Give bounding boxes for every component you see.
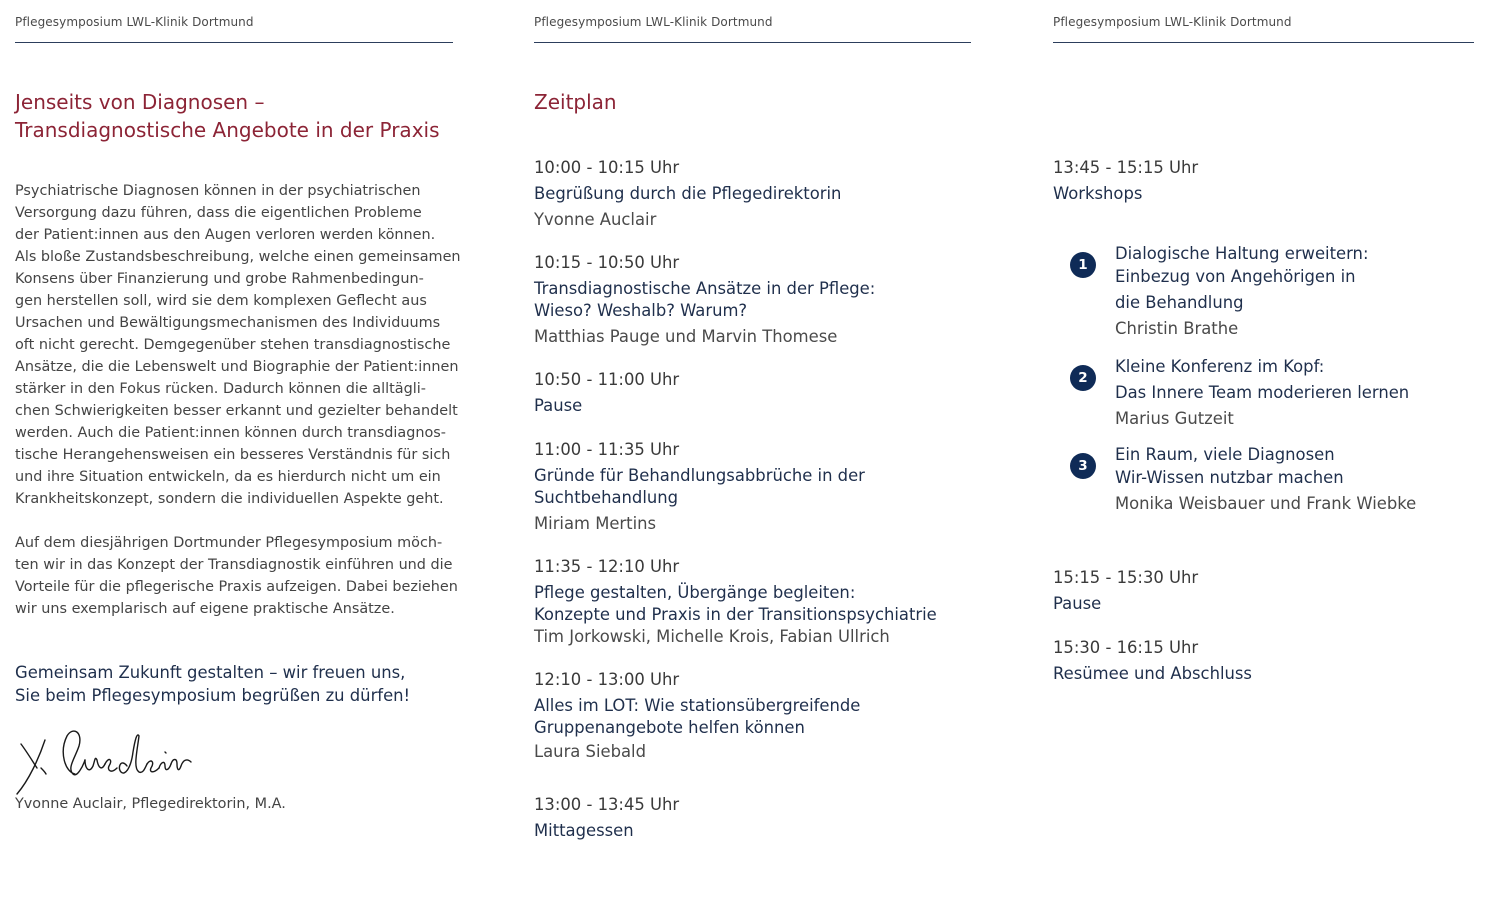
slot-speaker: Matthias Pauge und Marvin Thomese	[534, 327, 838, 346]
slot-speaker: Miriam Mertins	[534, 514, 657, 533]
slot-time: 11:00 - 11:35 Uhr	[534, 440, 680, 459]
slot-time: 10:50 - 11:00 Uhr	[534, 370, 680, 389]
text-line: Krankheitskonzept, sondern die individuellen Aspekte geht.	[15, 491, 444, 507]
signature-caption: Yvonne Auclair, Pflegedirektorin, M.A.	[15, 796, 286, 812]
workshop-title-line: Wir-Wissen nutzbar machen	[1115, 468, 1344, 487]
workshop-number-badge: 1	[1070, 252, 1096, 278]
slot-title-line: Wieso? Weshalb? Warum?	[534, 301, 748, 320]
text-line: Ansätze, die die Lebenswelt und Biographie der Patient:innen	[15, 359, 459, 375]
intro-paragraph-1	[15, 180, 461, 510]
workshop-title	[1115, 443, 1474, 489]
slot-time: 12:10 - 13:00 Uhr	[534, 670, 680, 689]
slot-title-line: Alles im LOT: Wie stationsübergreifende	[534, 696, 861, 715]
slot-time: 10:00 - 10:15 Uhr	[534, 158, 680, 177]
slot-title	[534, 278, 971, 322]
schedule-slot	[1053, 567, 1474, 615]
slot-speaker: Laura Siebald	[534, 742, 647, 761]
workshop-number-badge: 2	[1070, 365, 1096, 391]
intro-title-line: Jenseits von Diagnosen –	[15, 90, 265, 114]
schedule-slot	[1053, 637, 1474, 685]
text-line: stärker in den Fokus rücken. Dadurch können die alltägli-	[15, 381, 426, 397]
slot-title-line: Begrüßung durch die Pflegedirektorin	[534, 184, 842, 203]
text-line: Auf dem diesjährigen Dortmunder Pflegesymposium möch-	[15, 535, 443, 551]
text-line: ten wir in das Konzept der Transdiagnostik einführen und die	[15, 557, 453, 573]
slot-title	[534, 695, 971, 739]
schedule-slot	[534, 669, 971, 763]
slot-time: 13:45 - 15:15 Uhr	[1053, 158, 1199, 177]
slot-title	[534, 465, 971, 509]
slot-title	[534, 395, 971, 417]
header-rule	[1053, 42, 1474, 43]
intro-body	[15, 180, 461, 510]
workshop-title	[1115, 242, 1474, 314]
header-rule	[15, 42, 453, 43]
slot-title-line: Pause	[534, 396, 583, 415]
workshop-speaker: Christin Brathe	[1115, 319, 1239, 338]
slot-title	[1053, 593, 1474, 615]
slot-time: 15:30 - 16:15 Uhr	[1053, 638, 1199, 657]
workshop-title-line: Das Innere Team moderieren lernen	[1115, 383, 1410, 402]
slot-title-line: Transdiagnostische Ansätze in der Pflege:	[534, 279, 876, 298]
slot-title	[1053, 663, 1474, 685]
text-line: Als bloße Zustandsbeschreibung, welche einen gemeinsamen	[15, 249, 461, 265]
slot-title	[534, 820, 971, 842]
workshop-speaker: Marius Gutzeit	[1115, 409, 1234, 428]
text-line: Vorteile für die pflegerische Praxis aufzeigen. Dabei beziehen	[15, 579, 458, 595]
workshop-title-line: Kleine Konferenz im Kopf:	[1115, 357, 1325, 376]
slot-title	[534, 183, 971, 205]
schedule-slot	[534, 252, 971, 348]
slot-time: 10:15 - 10:50 Uhr	[534, 253, 680, 272]
text-line: chen Schwierigkeiten besser erkannt und gezielter behandelt	[15, 403, 458, 419]
workshop-number-badge: 3	[1070, 453, 1096, 479]
text-line: der Patient:innen aus den Augen verloren werden können.	[15, 227, 436, 243]
workshop-title-line: Dialogische Haltung erweitern:	[1115, 244, 1369, 263]
text-line: tische Herangehensweisen ein besseres Verständnis für sich	[15, 447, 451, 463]
text-line: gen herstellen soll, wird sie dem komplexen Geflecht aus	[15, 293, 427, 309]
schedule-slot	[534, 794, 971, 842]
slot-title-line: Workshops	[1053, 184, 1143, 203]
running-header: Pflegesymposium LWL-Klinik Dortmund	[534, 15, 773, 29]
workshop-title	[1115, 355, 1474, 404]
workshop-speaker: Monika Weisbauer und Frank Wiebke	[1115, 494, 1417, 513]
intro-title-line: Transdiagnostische Angebote in der Praxis	[15, 118, 440, 142]
schedule-slot	[534, 369, 971, 417]
text-line: Konsens über Finanzierung und grobe Rahmenbedingun-	[15, 271, 424, 287]
schedule-slot	[534, 439, 971, 535]
text-line: oft nicht gerecht. Demgegenüber stehen transdiagnostische	[15, 337, 451, 353]
text-line: werden. Auch die Patient:innen können durch transdiagnos-	[15, 425, 446, 441]
intro-column	[15, 0, 461, 924]
workshop-title-line: Einbezug von Angehörigen in	[1115, 267, 1356, 286]
slot-title	[534, 582, 971, 626]
text-line: Psychiatrische Diagnosen können in der psychiatrischen	[15, 183, 421, 199]
slot-time: 11:35 - 12:10 Uhr	[534, 557, 680, 576]
slot-title-line: Resümee und Abschluss	[1053, 664, 1252, 683]
running-header: Pflegesymposium LWL-Klinik Dortmund	[1053, 15, 1292, 29]
afternoon-column	[1053, 0, 1474, 924]
slot-time: 13:00 - 13:45 Uhr	[534, 795, 680, 814]
schedule-slot	[534, 157, 971, 231]
workshop-body	[1115, 443, 1474, 515]
slot-title-line: Gründe für Behandlungsabbrüche in der	[534, 466, 865, 485]
slot-title	[1053, 183, 1474, 205]
workshop-title-line: die Behandlung	[1115, 293, 1244, 312]
closing-line: Sie beim Pflegesymposium begrüßen zu dürfen!	[15, 686, 411, 705]
text-line: Ursachen und Bewältigungsmechanismen des Individuums	[15, 315, 441, 331]
schedule-slot	[1053, 157, 1474, 205]
header-rule	[534, 42, 971, 43]
schedule-slot	[534, 556, 971, 648]
slot-time: 15:15 - 15:30 Uhr	[1053, 568, 1199, 587]
text-line: wir uns exemplarisch auf eigene praktische Ansätze.	[15, 601, 395, 617]
text-line: Versorgung dazu führen, dass die eigentlichen Probleme	[15, 205, 422, 221]
closing-line: Gemeinsam Zukunft gestalten – wir freuen uns,	[15, 663, 406, 682]
intro-title	[15, 88, 440, 144]
text-line: und ihre Situation entwickeln, da es hierdurch nicht um ein	[15, 469, 441, 485]
slot-speaker: Yvonne Auclair	[534, 210, 657, 229]
intro-paragraph-2	[15, 532, 458, 620]
slot-title-line: Pflege gestalten, Übergänge begleiten:	[534, 583, 856, 602]
slot-title-line: Gruppenangebote helfen können	[534, 718, 805, 737]
closing-statement	[15, 661, 410, 707]
slot-title-line: Pause	[1053, 594, 1102, 613]
schedule-title: Zeitplan	[534, 90, 617, 114]
handwritten-signature	[15, 722, 200, 802]
schedule-column	[534, 0, 971, 924]
workshop-body	[1115, 242, 1474, 340]
workshop-body	[1115, 355, 1474, 430]
slot-title-line: Mittagessen	[534, 821, 634, 840]
slot-title-line: Konzepte und Praxis in der Transitionspsychiatrie	[534, 605, 937, 624]
running-header: Pflegesymposium LWL-Klinik Dortmund	[15, 15, 254, 29]
workshop-title-line: Ein Raum, viele Diagnosen	[1115, 445, 1335, 464]
slot-speaker: Tim Jorkowski, Michelle Krois, Fabian Ullrich	[534, 627, 890, 646]
slot-title-line: Suchtbehandlung	[534, 488, 679, 507]
